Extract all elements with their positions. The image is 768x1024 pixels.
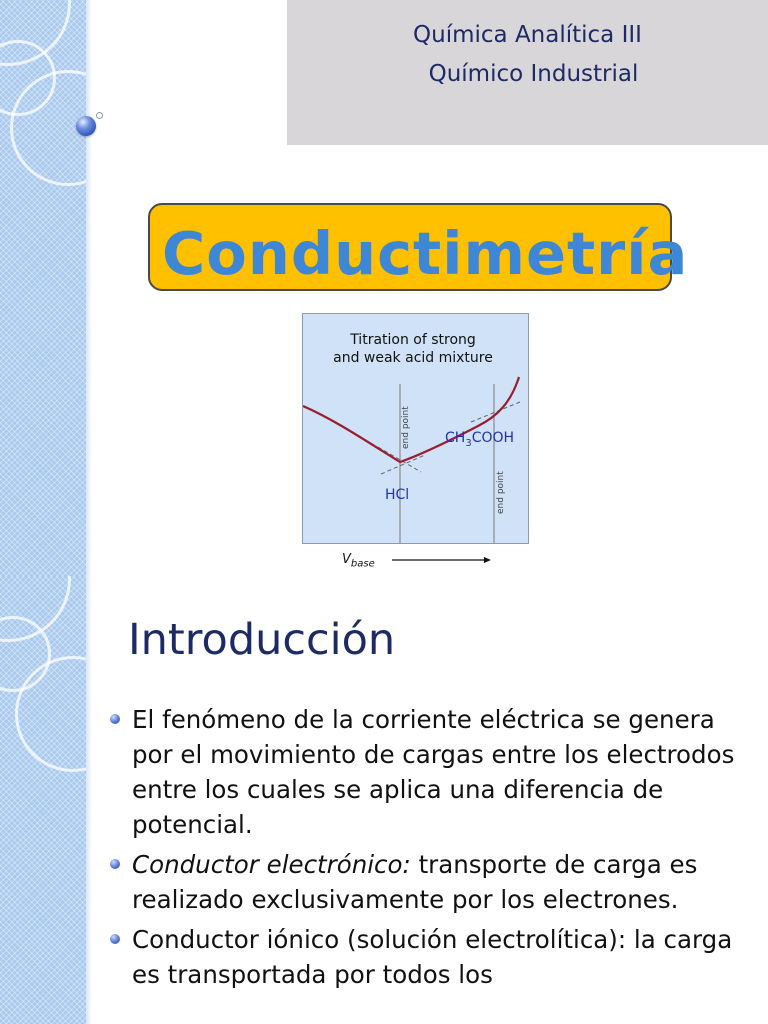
bullet-text: El fenómeno de la corriente eléctrica se genera por el movimiento de cargas entre los electrodos entre los cuales se aplica una diferencia de potencial.: [132, 705, 735, 839]
bullet-list: [110, 702, 760, 997]
slide-2: [0, 576, 768, 1024]
section-title: Introducción: [128, 615, 396, 665]
course-name: Química Analítica III: [413, 22, 642, 48]
header-box: [287, 0, 768, 145]
decorative-side-band: [0, 576, 86, 1024]
titration-curve: [303, 377, 519, 462]
figure-title-line2: and weak acid mixture: [333, 350, 493, 366]
bullet-text: Conductor iónico (solución electrolítica): la carga es transportada por todos los: [132, 925, 733, 989]
list-item: [110, 702, 760, 842]
program-name: Químico Industrial: [428, 61, 639, 87]
orb-icon: [76, 116, 96, 136]
bullet-icon: [110, 714, 120, 724]
arrow-right-icon: [392, 552, 492, 568]
list-item: [110, 847, 760, 917]
bullet-term: Conductor electrónico:: [132, 850, 411, 879]
bullet-icon: [110, 934, 120, 944]
small-circle-icon: [96, 112, 103, 119]
label-ch3cooh: $CH_3COOH$: [445, 430, 515, 449]
extrapolation-line: [471, 402, 520, 422]
bullet-icon: [110, 859, 120, 869]
bullet-text: transporte de carga es realizado exclusivamente por los electrones.: [132, 850, 698, 914]
endpoint-label-2: end point: [496, 471, 506, 514]
endpoint-label-1: end point: [401, 406, 411, 449]
decorative-side-band: [0, 0, 86, 576]
x-axis-label: $V_{base}$: [342, 552, 375, 570]
extrapolation-line: [381, 455, 425, 474]
titration-chart: [303, 314, 528, 543]
figure-title-line1: Titration of strong: [350, 332, 476, 348]
slide-title: Conductimetría: [162, 219, 689, 288]
decorative-band-edge: [86, 576, 92, 1024]
label-hcl: HCl: [385, 487, 410, 503]
list-item: [110, 922, 760, 992]
decorative-band-edge: [86, 0, 92, 576]
titration-figure: [302, 313, 529, 544]
